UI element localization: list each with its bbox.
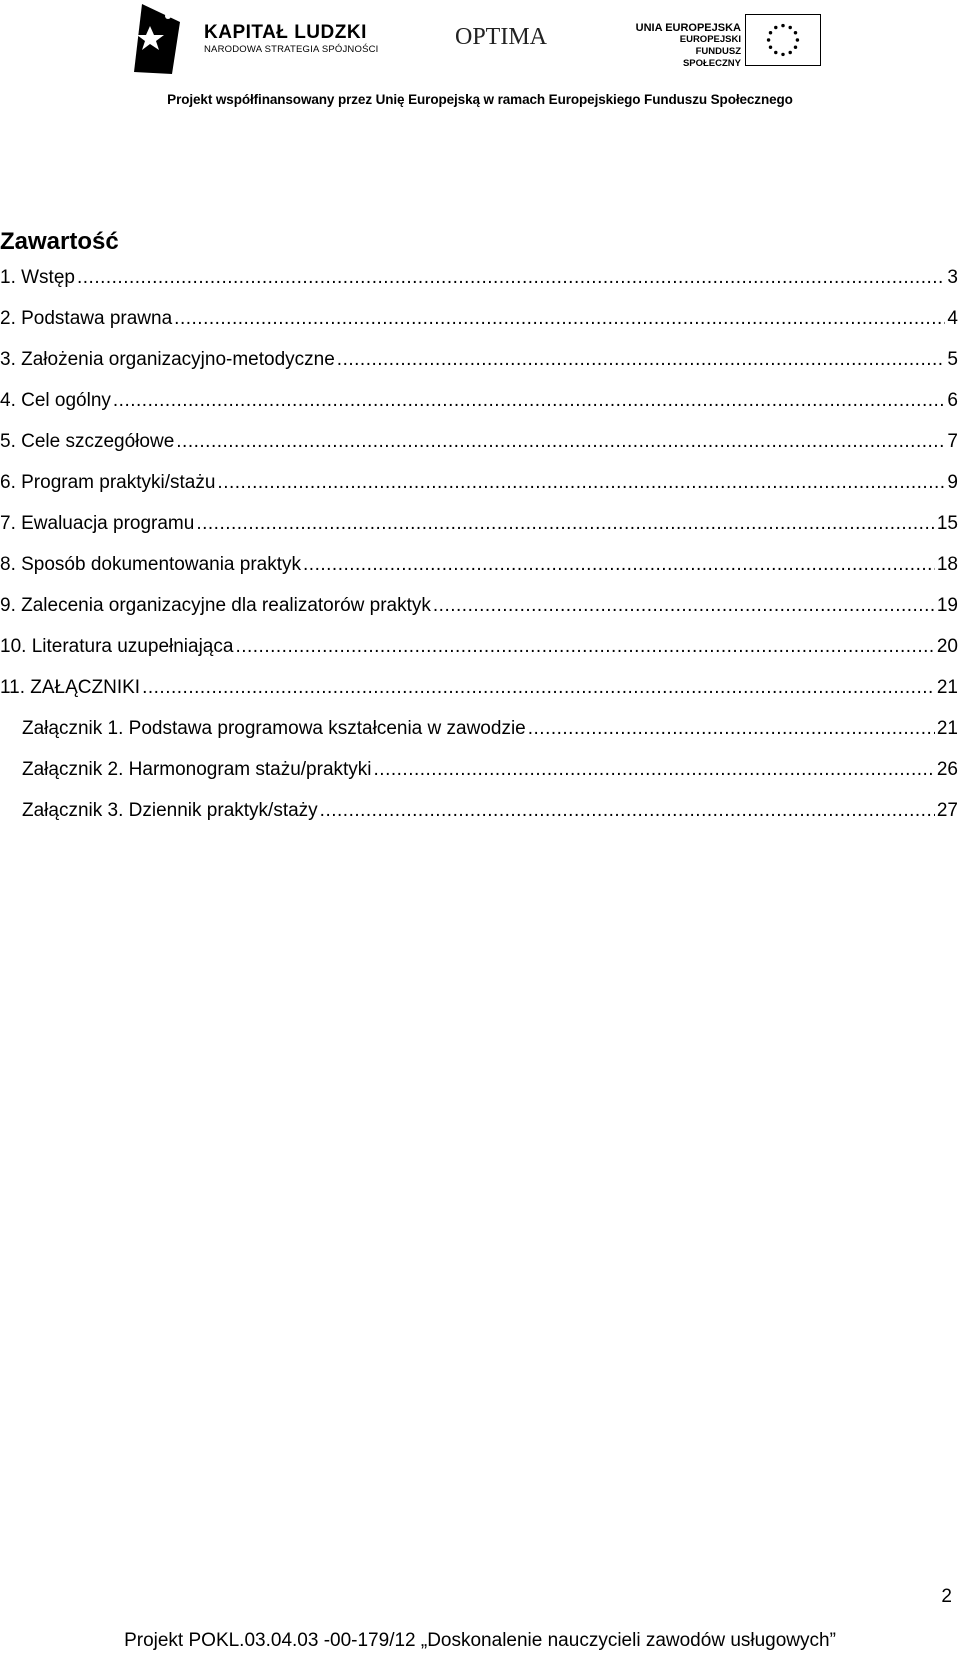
toc-entry[interactable] xyxy=(0,759,958,800)
toc-entry-page: 18 xyxy=(936,554,958,575)
eu-star-icon xyxy=(769,31,772,34)
page-header xyxy=(0,0,960,115)
toc-leader-dots xyxy=(528,718,935,740)
eu-line-2: EUROPEJSKI xyxy=(679,34,741,45)
eu-star-icon xyxy=(788,51,791,54)
toc-leader-dots xyxy=(320,800,935,822)
toc-entry[interactable] xyxy=(0,718,958,759)
toc-entry[interactable] xyxy=(0,513,958,554)
eu-star-icon xyxy=(794,45,797,48)
toc-entry[interactable] xyxy=(0,431,958,472)
toc-entry-label: 9. Zalecenia organizacyjne dla realizatorów praktyk xyxy=(0,595,431,616)
kapital-ludzki-title: KAPITAŁ LUDZKI xyxy=(204,22,367,43)
toc-entry-label: 10. Literatura uzupełniająca xyxy=(0,636,234,657)
toc-entry[interactable] xyxy=(0,267,958,308)
toc-entry-page: 20 xyxy=(936,636,958,657)
toc-entry-label: Załącznik 3. Dziennik praktyk/staży xyxy=(22,800,318,821)
toc-entry[interactable] xyxy=(0,390,958,431)
toc-leader-dots xyxy=(113,390,946,412)
toc-leader-dots xyxy=(217,472,945,494)
toc-entry-label: 5. Cele szczegółowe xyxy=(0,431,175,452)
toc-entry-label: 4. Cel ogólny xyxy=(0,390,111,411)
kapital-ludzki-subtitle: NARODOWA STRATEGIA SPÓJNOŚCI xyxy=(204,44,379,55)
toc-entry[interactable] xyxy=(0,554,958,595)
toc-leader-dots xyxy=(235,636,934,658)
toc-entry[interactable] xyxy=(0,472,958,513)
toc-entry[interactable] xyxy=(0,349,958,390)
eu-star-icon xyxy=(781,24,784,27)
cofinancing-note: Projekt współfinansowany przez Unię Europejską w ramach Europejskiego Funduszu Społecznego xyxy=(167,92,793,107)
toc-entry-label: 11. ZAŁĄCZNIKI xyxy=(0,677,141,698)
toc-entry-page: 5 xyxy=(947,349,958,370)
eu-star-icon xyxy=(788,26,791,29)
eu-star-icon xyxy=(774,26,777,29)
toc-entry-page: 7 xyxy=(947,431,958,452)
eu-star-icon xyxy=(769,45,772,48)
toc-entry[interactable] xyxy=(0,595,958,636)
toc-entry-label: 2. Podstawa prawna xyxy=(0,308,173,329)
toc-entry-page: 21 xyxy=(936,677,958,698)
eu-flag-icon xyxy=(745,14,821,66)
kapital-ludzki-logo-icon xyxy=(132,2,182,74)
toc-leader-dots xyxy=(303,554,935,576)
page-number: 2 xyxy=(941,1586,952,1607)
toc-leader-dots xyxy=(196,513,935,535)
eu-text-block xyxy=(635,22,741,70)
toc-leader-dots xyxy=(176,431,945,453)
toc-entry-page: 4 xyxy=(947,308,958,329)
eu-line-1: UNIA EUROPEJSKA xyxy=(635,22,741,34)
eu-star-icon xyxy=(781,53,784,56)
eu-star-icon xyxy=(767,38,770,41)
toc-leader-dots xyxy=(174,308,945,330)
optima-logo: OPTIMA xyxy=(455,24,548,50)
toc-entry-page: 9 xyxy=(947,472,958,493)
toc-entry-page: 19 xyxy=(936,595,958,616)
page-footer: Projekt POKL.03.04.03 -00-179/12 „Doskonalenie nauczycieli zawodów usługowych” xyxy=(124,1630,836,1651)
eu-line-3: FUNDUSZ SPOŁECZNY xyxy=(682,46,741,69)
eu-star-icon xyxy=(794,31,797,34)
toc-leader-dots xyxy=(337,349,946,371)
toc-leader-dots xyxy=(142,677,935,699)
toc-entry-page: 15 xyxy=(936,513,958,534)
toc-entry-label: 7. Ewaluacja programu xyxy=(0,513,195,534)
toc-entry-label: 8. Sposób dokumentowania praktyk xyxy=(0,554,302,575)
toc-entry-label: 1. Wstęp xyxy=(0,267,75,288)
toc-leader-dots xyxy=(374,759,935,781)
toc-entry[interactable] xyxy=(0,677,958,718)
eu-star-icon xyxy=(796,38,799,41)
toc-entry[interactable] xyxy=(0,800,958,841)
eu-star-icon xyxy=(774,51,777,54)
table-of-contents xyxy=(0,267,958,841)
toc-entry-label: 3. Założenia organizacyjno-metodyczne xyxy=(0,349,335,370)
toc-entry-page: 6 xyxy=(947,390,958,411)
toc-entry[interactable] xyxy=(0,308,958,349)
toc-entry[interactable] xyxy=(0,636,958,677)
toc-entry-label: Załącznik 2. Harmonogram stażu/praktyki xyxy=(22,759,372,780)
toc-leader-dots xyxy=(77,267,945,289)
toc-entry-label: 6. Program praktyki/stażu xyxy=(0,472,216,493)
toc-title: Zawartość xyxy=(0,228,119,255)
toc-entry-label: Załącznik 1. Podstawa programowa kształcenia w zawodzie xyxy=(22,718,526,739)
toc-entry-page: 26 xyxy=(936,759,958,780)
toc-entry-page: 21 xyxy=(936,718,958,739)
toc-entry-page: 27 xyxy=(936,800,958,821)
toc-leader-dots xyxy=(433,595,935,617)
toc-entry-page: 3 xyxy=(947,267,958,288)
